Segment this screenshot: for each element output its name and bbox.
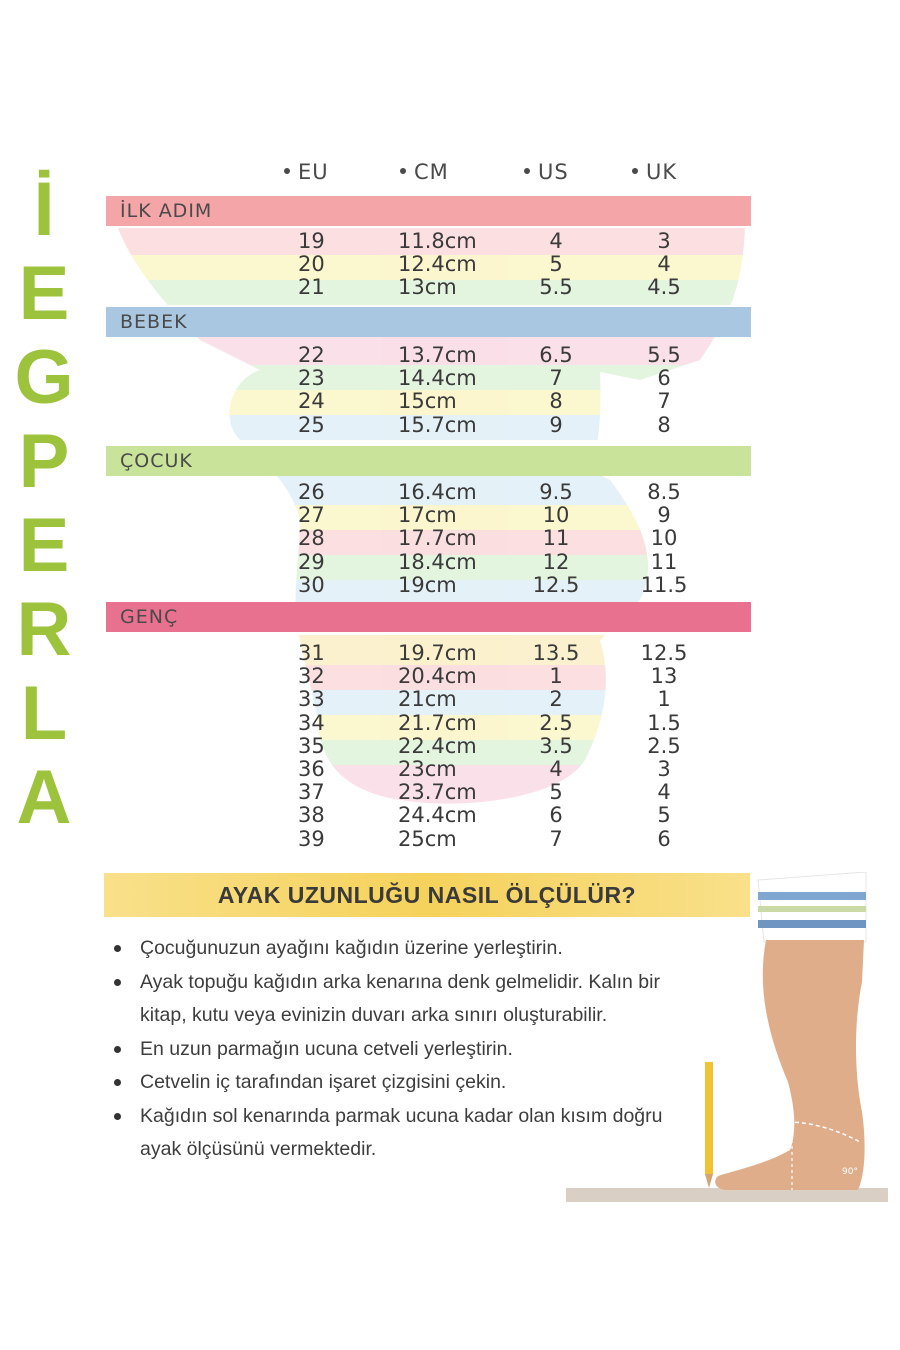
leg-icon <box>715 940 864 1190</box>
cell-cm: 19.7cm <box>398 641 477 665</box>
cell-uk: 12.5 <box>640 641 688 665</box>
table-row <box>0 711 900 735</box>
table-row <box>0 252 900 276</box>
table-row <box>0 480 900 504</box>
cell-uk: 10 <box>650 526 678 551</box>
cell-cm: 17cm <box>398 503 457 528</box>
brand-letter: E <box>18 251 70 336</box>
table-row <box>0 803 900 827</box>
brand-letter: İ <box>33 167 55 252</box>
bullet-icon <box>400 168 406 174</box>
cell-eu: 35 <box>298 733 325 758</box>
table-row <box>0 389 900 413</box>
cell-eu: 19 <box>298 229 325 253</box>
brand-letter: P <box>18 419 70 504</box>
bullet-icon <box>632 168 638 174</box>
list-item: Kağıdın sol kenarında parmak ucuna kadar olan kısım doğru ayak ölçüsünü vermektedir. <box>110 1100 700 1167</box>
cell-us: 3.5 <box>539 733 573 758</box>
cell-eu: 32 <box>298 664 325 689</box>
cell-uk: 4.5 <box>647 275 681 300</box>
cell-uk: 3 <box>657 757 671 781</box>
cell-us: 6.5 <box>539 343 573 367</box>
cell-us: 6 <box>549 803 563 828</box>
shorts-icon <box>758 872 866 942</box>
cell-uk: 1 <box>657 687 671 712</box>
bullet-icon <box>524 168 530 174</box>
cell-eu: 39 <box>298 826 325 851</box>
howto-title: AYAK UZUNLUĞU NASIL ÖLÇÜLÜR? <box>104 873 750 917</box>
cell-us: 9.5 <box>539 480 573 504</box>
cell-cm: 14.4cm <box>398 366 477 391</box>
cell-us: 12.5 <box>532 572 580 597</box>
list-item: Çocuğunuzun ayağını kağıdın üzerine yerleştirin. <box>110 932 700 966</box>
cell-cm: 15.7cm <box>398 412 477 437</box>
table-row <box>0 550 900 574</box>
cell-us: 13.5 <box>532 641 580 665</box>
cell-uk: 4 <box>657 252 671 277</box>
cell-eu: 21 <box>298 275 325 300</box>
brand-letter: G <box>14 335 74 420</box>
cell-cm: 17.7cm <box>398 526 477 551</box>
cell-cm: 11.8cm <box>398 229 477 253</box>
cell-us: 10 <box>542 503 570 528</box>
cell-us: 4 <box>549 757 563 781</box>
cell-cm: 20.4cm <box>398 664 477 689</box>
cell-cm: 12.4cm <box>398 252 477 277</box>
list-item: Cetvelin iç tarafından işaret çizgisini çekin. <box>110 1066 700 1100</box>
column-header-eu: EU <box>284 160 329 184</box>
table-row <box>0 664 900 688</box>
cell-eu: 20 <box>298 252 325 277</box>
cell-us: 5 <box>549 252 563 277</box>
cell-eu: 30 <box>298 572 325 597</box>
table-row <box>0 687 900 711</box>
table-row <box>0 526 900 550</box>
cell-uk: 3 <box>657 229 671 253</box>
cell-cm: 13cm <box>398 275 457 300</box>
cell-us: 5.5 <box>539 275 573 300</box>
cell-cm: 24.4cm <box>398 803 477 828</box>
cell-cm: 15cm <box>398 389 457 414</box>
cell-uk: 5 <box>657 803 671 828</box>
cell-eu: 34 <box>298 710 325 735</box>
column-header-us: US <box>524 160 569 184</box>
cell-uk: 6 <box>657 826 671 851</box>
cell-eu: 22 <box>298 343 325 367</box>
cell-us: 2.5 <box>539 710 573 735</box>
list-item: En uzun parmağın ucuna cetveli yerleştirin. <box>110 1033 700 1067</box>
table-row <box>0 275 900 299</box>
group-band: ÇOCUK <box>106 446 751 476</box>
cell-uk: 7 <box>657 389 671 414</box>
cell-us: 5 <box>549 780 563 805</box>
brand-letter: L <box>20 671 68 756</box>
table-row <box>0 503 900 527</box>
cell-cm: 22.4cm <box>398 733 477 758</box>
column-header-uk: UK <box>632 160 677 184</box>
cell-us: 8 <box>549 389 563 414</box>
cell-cm: 21.7cm <box>398 710 477 735</box>
cell-us: 7 <box>549 826 563 851</box>
cell-eu: 27 <box>298 503 325 528</box>
cell-uk: 11.5 <box>640 572 688 597</box>
cell-eu: 28 <box>298 526 325 551</box>
table-row <box>0 573 900 597</box>
table-row <box>0 757 900 781</box>
cell-eu: 33 <box>298 687 325 712</box>
cell-cm: 23cm <box>398 757 457 781</box>
cell-eu: 37 <box>298 780 325 805</box>
cell-eu: 26 <box>298 480 325 504</box>
cell-uk: 9 <box>657 503 671 528</box>
cell-eu: 24 <box>298 389 325 414</box>
cell-us: 2 <box>549 687 563 712</box>
cell-uk: 6 <box>657 366 671 391</box>
cell-us: 7 <box>549 366 563 391</box>
column-header-cm: CM <box>400 160 449 184</box>
group-band: İLK ADIM <box>106 196 751 226</box>
cell-uk: 13 <box>650 664 678 689</box>
cell-us: 12 <box>542 549 570 574</box>
brand-letter: E <box>18 503 70 588</box>
table-row <box>0 827 900 851</box>
cell-eu: 25 <box>298 412 325 437</box>
cell-cm: 19cm <box>398 572 457 597</box>
cell-us: 11 <box>542 526 570 551</box>
list-item: Ayak topuğu kağıdın arka kenarına denk gelmelidir. Kalın bir kitap, kutu veya evinizin duvarı arka sınırı oluşturabilir. <box>110 966 700 1033</box>
table-row <box>0 229 900 253</box>
cell-eu: 23 <box>298 366 325 391</box>
cell-eu: 29 <box>298 549 325 574</box>
table-row <box>0 780 900 804</box>
cell-uk: 1.5 <box>647 710 681 735</box>
bullet-icon <box>284 168 290 174</box>
table-row <box>0 641 900 665</box>
cell-cm: 25cm <box>398 826 457 851</box>
cell-uk: 5.5 <box>647 343 681 367</box>
cell-cm: 18.4cm <box>398 549 477 574</box>
table-row <box>0 343 900 367</box>
cell-us: 9 <box>549 412 563 437</box>
cell-cm: 16.4cm <box>398 480 477 504</box>
cell-cm: 13.7cm <box>398 343 477 367</box>
group-band: BEBEK <box>106 307 751 337</box>
group-band: GENÇ <box>106 602 751 632</box>
brand-letter: A <box>16 755 72 840</box>
table-row <box>0 366 900 390</box>
cell-cm: 23.7cm <box>398 780 477 805</box>
pencil-icon <box>705 1062 713 1188</box>
cell-eu: 38 <box>298 803 325 828</box>
angle-label: 90° <box>842 1167 858 1177</box>
cell-uk: 8.5 <box>647 480 681 504</box>
cell-cm: 21cm <box>398 687 457 712</box>
table-row <box>0 734 900 758</box>
cell-us: 4 <box>549 229 563 253</box>
cell-uk: 4 <box>657 780 671 805</box>
cell-eu: 31 <box>298 641 325 665</box>
cell-uk: 11 <box>650 549 678 574</box>
cell-uk: 8 <box>657 412 671 437</box>
brand-letter: R <box>16 587 72 672</box>
cell-us: 1 <box>549 664 563 689</box>
cell-eu: 36 <box>298 757 325 781</box>
table-row <box>0 413 900 437</box>
baby-foot-illustration <box>566 872 888 1202</box>
cell-uk: 2.5 <box>647 733 681 758</box>
